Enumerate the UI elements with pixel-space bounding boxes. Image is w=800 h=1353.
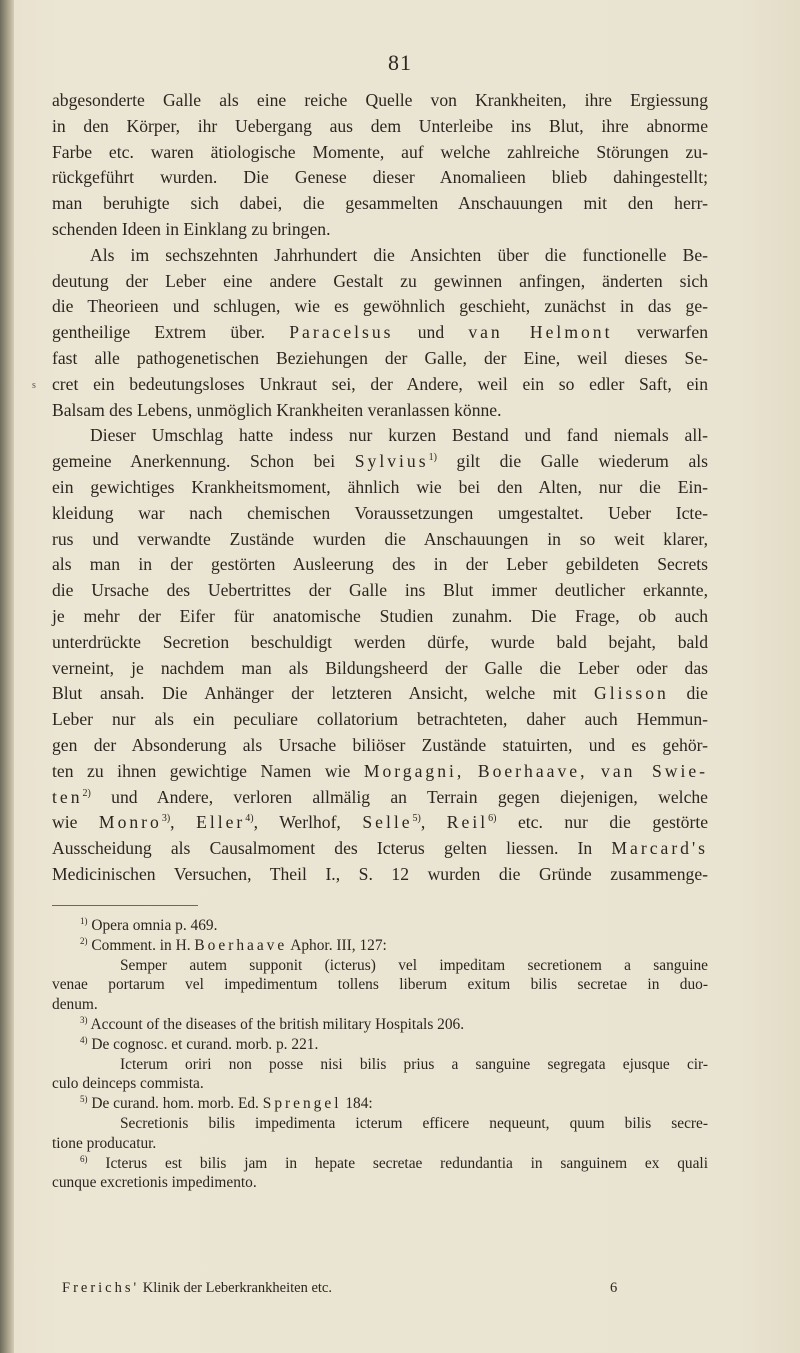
text-line <box>52 681 708 707</box>
text-line: Leber nur als ein peculiare collatorium betrachteten, daher auch Hemmun- <box>52 709 708 730</box>
text-line: cret ein bedeutungsloses Unkraut sei, der Andere, weil ein so edler Saft, ein <box>52 373 708 394</box>
text-line: Farbe etc. waren ätiologische Momente, auf welche zahlreiche Störungen zu- <box>52 141 708 162</box>
text-segment: und <box>417 322 445 343</box>
text-line: Als im sechszehnten Jahrhundert die Ansichten über die functionelle Be- <box>90 244 708 265</box>
footnote-text: Account of the diseases of the british military Hospitals 206. <box>90 1015 465 1033</box>
footnote-quote-line: Icterum oriri non posse nisi bilis prius a sanguine segregata ejusque cir- <box>120 1055 708 1073</box>
text-line: fast alle pathogenetischen Beziehungen der Galle, der Eine, weil dieses Se- <box>52 347 708 368</box>
footnote-ref: 2) <box>82 787 91 799</box>
footnote-text: 184: <box>345 1095 373 1113</box>
text-line: in den Körper, ihr Uebergang aus dem Unterleibe ins Blut, ihre abnorme <box>52 115 708 136</box>
author-name: Boerhaave <box>194 936 288 954</box>
author-name: van Swie- <box>601 760 709 781</box>
footer-author: Frerichs' <box>62 1280 140 1296</box>
footnote-text: De cognosc. et curand. morb. p. 221. <box>91 1035 319 1053</box>
author-name: Werlhof, <box>279 812 341 833</box>
punctuation: , <box>170 812 197 833</box>
text-line: als man in der gestörten Ausleerung des in der Leber gebildeten Secrets <box>52 554 708 575</box>
text-segment: und Andere, verloren allmälig an Terrain gegen diejenigen, welche <box>111 786 708 807</box>
text-line: gen der Absonderung als Ursache biliöser Zustände statuirten, und es gehör- <box>52 734 708 755</box>
text-line: unterdrückte Secretion beschuldigt werden dürfe, wurde bald bejaht, bald <box>52 631 708 652</box>
text-segment: gilt die Galle wiederum als <box>456 451 708 472</box>
author-name: Boerhaave, <box>477 760 588 781</box>
author-name: Sylvius <box>354 451 429 472</box>
signature-mark: 6 <box>610 1280 618 1296</box>
text-segment: gentheilige Extrem über. <box>52 322 266 343</box>
text-line <box>52 836 708 862</box>
page-number: 81 <box>388 50 412 75</box>
footnote-mark: 2) <box>80 935 88 946</box>
text-segment: etc. nur die gestörte <box>517 812 709 833</box>
footnote-text: De curand. hom. morb. Ed. <box>91 1095 259 1113</box>
author-name: Reil <box>446 812 489 833</box>
text-segment: Blut ansah. Die Anhänger der letzteren Ansicht, welche mit <box>52 683 577 704</box>
text-line: Balsam des Lebens, unmöglich Krankheiten veranlassen könne. <box>52 399 502 420</box>
footnote-mark: 1) <box>80 915 88 926</box>
author-name: van Helmont <box>468 322 613 343</box>
author-name: Monro <box>98 812 162 833</box>
author-name: Eller <box>196 812 246 833</box>
text-line: die Theorieen und schlugen, wie es gewöhnlich geschieht, zunächst in das ge- <box>52 296 708 317</box>
text-line: rus und verwandte Zustände wurden die Anschauungen in so weit klarer, <box>52 528 708 549</box>
text-segment: verwarfen <box>636 322 708 343</box>
text-segment: gemeine Anerkennung. Schon bei <box>52 451 336 472</box>
text-line: kleidung war nach chemischen Voraussetzungen umgestaltet. Ueber Icte- <box>52 502 708 523</box>
text-line: die Ursache des Uebertrittes der Galle ins Blut immer deutlicher erkannte, <box>52 580 708 601</box>
footnote-mark: 5) <box>80 1094 88 1105</box>
text-segment: wie <box>52 812 78 833</box>
page-binding-edge <box>0 0 14 1353</box>
footnote-mark: 6) <box>80 1153 88 1164</box>
margin-mark: ѕ <box>32 380 36 391</box>
author-name: Paracelsus <box>289 322 394 343</box>
footnote-ref: 3) <box>161 813 171 825</box>
author-name: Glisson <box>594 683 669 704</box>
footnote-quote-line: Secretionis bilis impedimenta icterum efficere nequeunt, quum bilis secre- <box>120 1114 708 1132</box>
footnote <box>52 1154 708 1174</box>
footnote-quote-line: venae portarum vel impedimentum tollens liberum exitum bilis secretae in duo- <box>52 976 708 994</box>
text-line: Dieser Umschlag hatte indess nur kurzen Bestand und fand niemals all- <box>90 425 708 446</box>
footnote-quote-line: tione producatur. <box>52 1134 157 1152</box>
footnote <box>52 1015 708 1035</box>
text-segment: ten zu ihnen gewichtige Namen wie <box>52 760 351 781</box>
text-line <box>52 810 708 836</box>
footnote-text: Opera omnia p. 469. <box>91 917 218 934</box>
footnote-quote-line: denum. <box>52 996 98 1014</box>
text-line: je mehr der Eifer für anatomische Studien zunahm. Die Frage, ob auch <box>52 605 708 626</box>
text-line: Medicinischen Versuchen, Theil I., S. 12 wurden die Gründe zusammenge- <box>52 863 708 884</box>
footnote-mark: 3) <box>80 1014 88 1025</box>
author-name: ten <box>52 786 83 807</box>
footnote <box>52 936 708 956</box>
text-line <box>52 759 708 785</box>
text-line: abgesonderte Galle als eine reiche Quelle von Krankheiten, ihre Ergiessung <box>52 90 708 110</box>
author-name: Marcard's <box>611 838 708 859</box>
punctuation: , <box>420 812 426 833</box>
text-segment: die <box>686 683 708 704</box>
footnote-ref: 4) <box>245 813 254 825</box>
text-line <box>52 785 708 811</box>
footnote-ref: 6) <box>488 813 497 825</box>
text-line: man beruhigte sich dabei, die gesammelten Anschauungen mit den herr- <box>52 193 708 214</box>
text-line: verneint, je nachdem man als Bildungsheerd der Galle die Leber oder das <box>52 657 708 678</box>
text-line: deutung der Leber eine andere Gestalt zu gewinnen anfingen, änderten sich <box>52 270 708 291</box>
text-line: rückgeführt wurden. Die Genese dieser Anomalieen blieb dahingestellt; <box>52 167 708 188</box>
footnote <box>52 1035 708 1055</box>
footnote-separator <box>52 905 198 906</box>
footnote-ref: 5) <box>412 813 421 825</box>
footnote-line: cunque excretionis impedimento. <box>52 1174 257 1192</box>
text-line <box>52 320 708 346</box>
author-name: Selle <box>362 812 413 833</box>
footnote-mark: 4) <box>80 1034 88 1045</box>
footnote-quote-line: culo deinceps commista. <box>52 1075 204 1093</box>
footnote-text: Aphor. III, 127: <box>290 936 387 954</box>
main-text <box>52 88 708 888</box>
text-line: schenden Ideen in Einklang zu bringen. <box>52 218 331 239</box>
footer-title: Klinik der Leberkrankheiten etc. <box>142 1280 332 1296</box>
author-name: Morgagni, <box>363 760 465 781</box>
footnote-ref: 1) <box>428 452 437 464</box>
footnote <box>52 1094 708 1114</box>
text-line <box>52 449 708 475</box>
text-line: ein gewichtiges Krankheitsmoment, ähnlich wie bei den Alten, nur die Ein- <box>52 476 708 497</box>
punctuation: , <box>253 812 280 833</box>
footnote-text: Comment. in H. <box>91 936 191 954</box>
footnote-quote-line: Semper autem supponit (icterus) vel impeditam secretionem a sanguine <box>120 956 708 974</box>
footnote <box>52 916 708 936</box>
page-footer <box>62 1280 622 1297</box>
footnotes <box>52 916 708 1193</box>
text-segment: Ausscheidung als Causalmoment des Icterus gelten liessen. In <box>52 838 593 859</box>
author-name: Sprengel <box>262 1095 342 1113</box>
footnote-text: Icterus est bilis jam in hepate secretae redundantia in sanguinem ex quali <box>105 1154 708 1172</box>
